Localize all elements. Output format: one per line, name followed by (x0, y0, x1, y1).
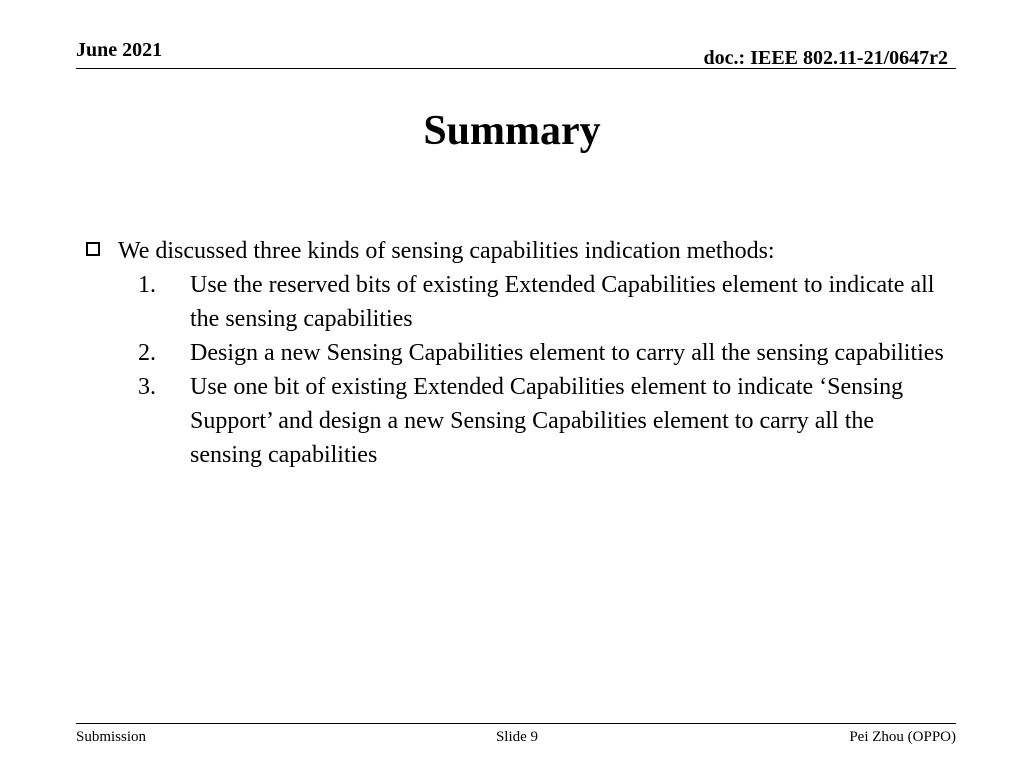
header-doc-id: doc.: IEEE 802.11-21/0647r2 (703, 47, 948, 69)
list-item (138, 268, 966, 336)
footer-slide-number: Slide 9 (495, 729, 539, 745)
footer-submission: Submission (76, 729, 147, 745)
list-item-text: Use one bit of existing Extended Capabilities element to indicate ‘Sensing Support’ and design a new Sensing Capabilities element to carry all the sensing capabilities (190, 374, 904, 468)
list-item (138, 370, 966, 472)
list-item-number: 1. (138, 272, 156, 298)
bullet-text: We discussed three kinds of sensing capabilities indication methods: (118, 238, 775, 264)
list-item-text: Use the reserved bits of existing Extended Capabilities element to indicate all the sensing capabilities (190, 272, 935, 332)
checkbox-icon (86, 242, 100, 256)
slide-content (86, 234, 966, 472)
footer-divider (76, 723, 956, 724)
header-date: June 2021 (76, 39, 163, 61)
list-item-number: 3. (138, 374, 156, 400)
slide-title: Summary (423, 108, 601, 154)
bullet-line (86, 234, 966, 268)
list-item-text: Design a new Sensing Capabilities element to carry all the sensing capabilities (190, 340, 944, 366)
method-list (86, 268, 966, 472)
list-item (138, 336, 966, 370)
header-divider (76, 68, 956, 69)
footer-author: Pei Zhou (OPPO) (849, 729, 956, 745)
list-item-number: 2. (138, 340, 156, 366)
